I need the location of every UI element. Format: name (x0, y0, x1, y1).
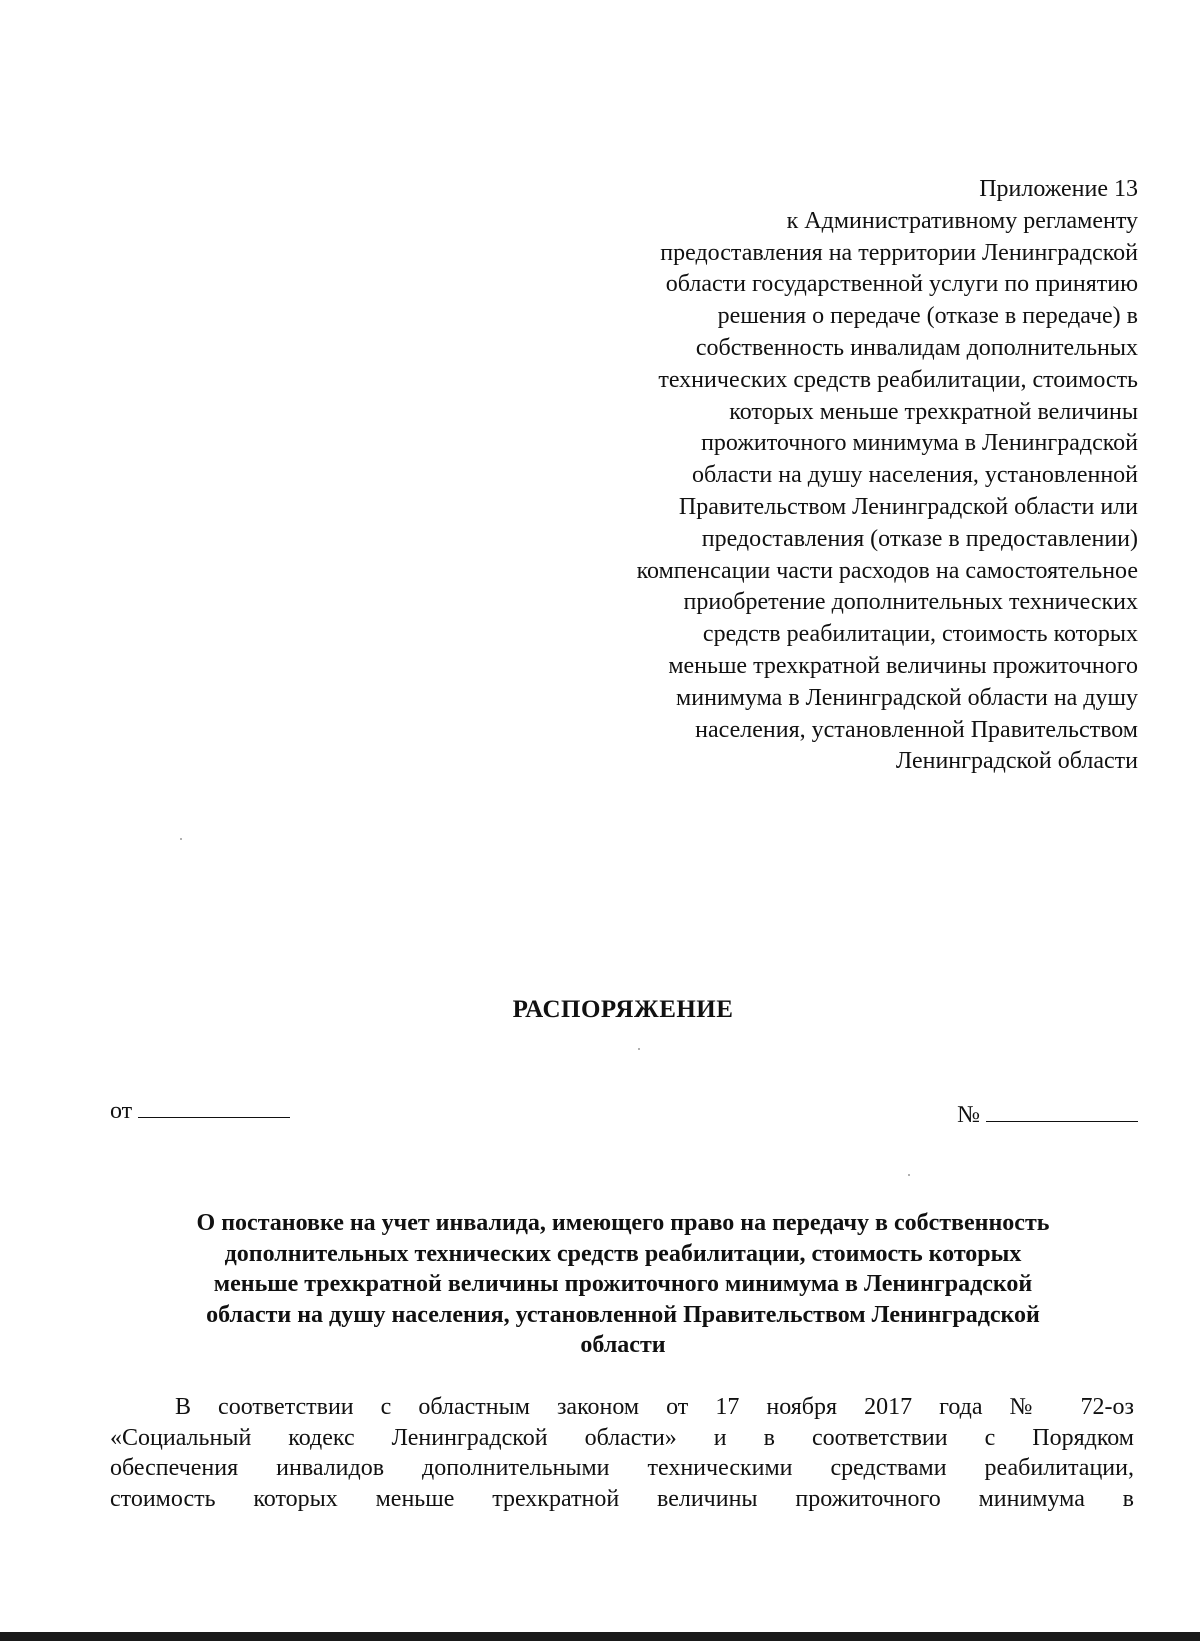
appendix-line: предоставления (отказе в предоставлении) (701, 525, 1138, 552)
number-blank-line (986, 1103, 1138, 1122)
document-body (110, 1392, 1134, 1514)
body-line: В соответствии с областным законом от 17 ноября 2017 года № 72-оз (175, 1394, 1134, 1420)
scan-speck (638, 1048, 640, 1050)
document-type-title: РАСПОРЯЖЕНИЕ (512, 996, 734, 1023)
appendix-line: собственность инвалидам дополнительных (695, 334, 1138, 361)
appendix-line: которых меньше трехкратной величины (729, 398, 1138, 425)
appendix-line: Ленинградской области (895, 748, 1138, 775)
body-line: «Социальный кодекс Ленинградской области» и в соответствии с Порядком (110, 1424, 1134, 1451)
appendix-line: приобретение дополнительных технических (683, 589, 1138, 616)
date-blank-line (138, 1099, 290, 1118)
appendix-line: прожиточного минимума в Ленинградской (701, 430, 1138, 457)
appendix-line: Правительством Ленинградской области или (678, 493, 1138, 520)
subject-line: дополнительных технических средств реабилитации, стоимость которых (224, 1240, 1022, 1267)
appendix-line: средств реабилитации, стоимость которых (702, 621, 1138, 648)
appendix-header (498, 174, 1138, 778)
appendix-line: компенсации части расходов на самостоятельное (636, 557, 1138, 584)
body-line: стоимость которых меньше трехкратной величины прожиточного минимума в (110, 1485, 1134, 1512)
appendix-line: к Административному регламенту (786, 207, 1138, 234)
appendix-line: области на душу населения, установленной (692, 462, 1138, 489)
appendix-line: минимума в Ленинградской области на душу (676, 684, 1138, 711)
scan-bottom-edge (0, 1632, 1200, 1641)
subject-line: меньше трехкратной величины прожиточного минимума в Ленинградской (213, 1271, 1033, 1297)
subject-line: области (580, 1332, 666, 1358)
subject-line: О постановке на учет инвалида, имеющего право на передачу в собственность (196, 1210, 1050, 1236)
appendix-line: предоставления на территории Ленинградской (660, 239, 1138, 266)
appendix-line: технических средств реабилитации, стоимость (658, 366, 1138, 393)
scan-speck (908, 1174, 910, 1176)
subject-line: области на душу населения, установленной Правительством Ленинградской (206, 1301, 1040, 1328)
appendix-line: населения, установленной Правительством (695, 716, 1138, 743)
number-field (957, 1102, 1138, 1129)
scan-speck (180, 838, 182, 840)
number-label: № (957, 1102, 980, 1128)
body-line: обеспечения инвалидов дополнительными техническими средствами реабилитации, (110, 1455, 1134, 1481)
date-field (110, 1098, 290, 1125)
date-label: от (110, 1098, 133, 1124)
appendix-line: Приложение 13 (979, 176, 1138, 202)
appendix-line: решения о передаче (отказе в передаче) в (717, 303, 1138, 330)
appendix-line: меньше трехкратной величины прожиточного (668, 652, 1138, 679)
appendix-line: области государственной услуги по принятию (665, 271, 1138, 298)
document-subject (108, 1208, 1138, 1361)
